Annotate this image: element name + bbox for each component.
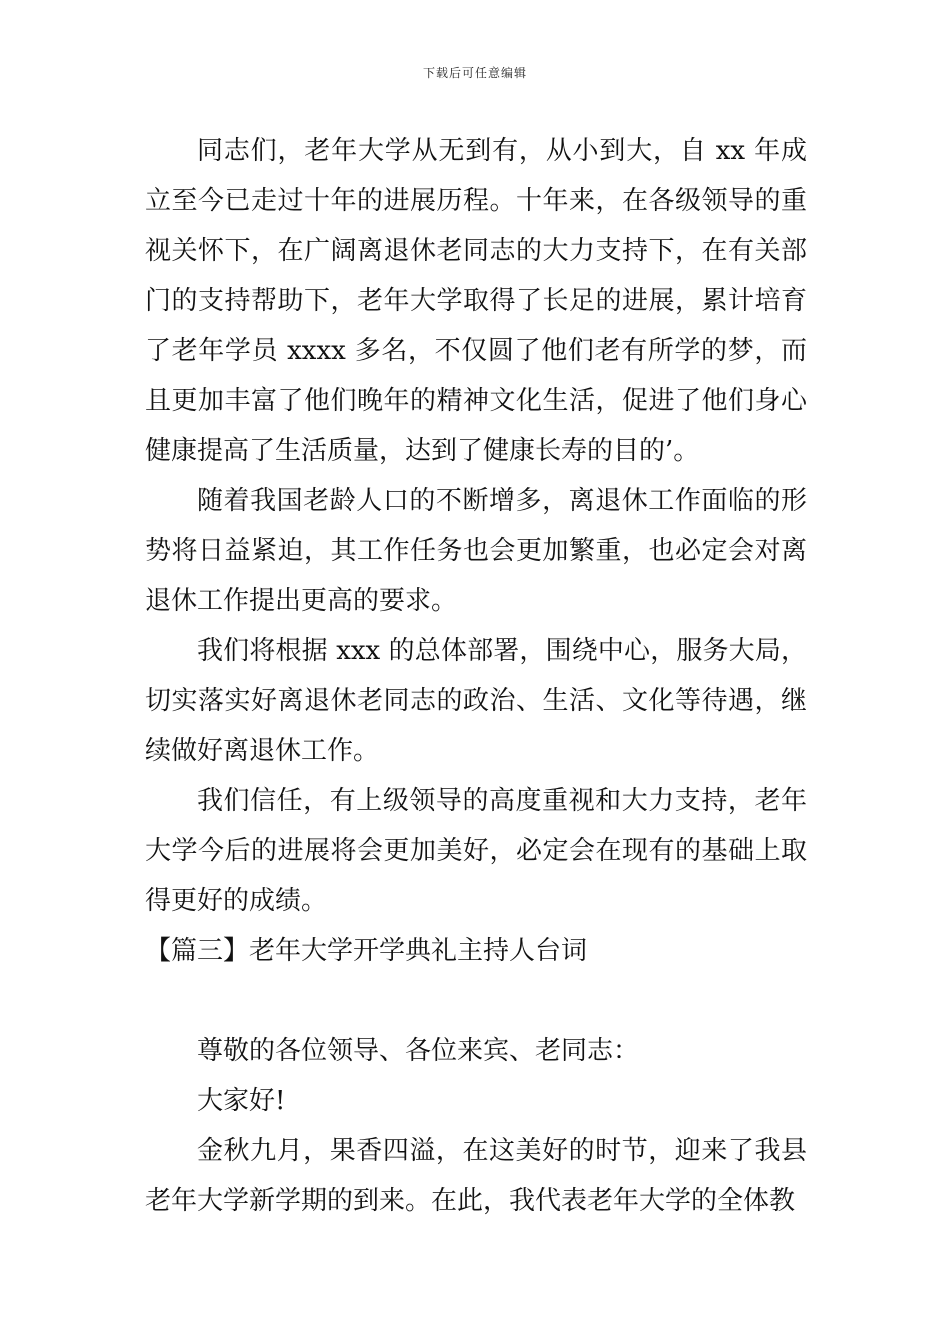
paragraph-7: 金秋九月，果香四溢，在这美好的时节，迎来了我县老年大学新学期的到来。在此，我代表老年大学的全体教 — [145, 1136, 807, 1216]
paragraph-2: 随着我国老龄人口的不断增多，离退休工作面临的形势将日益紧迫，其工作任务也会更加繁重，也必定会对离退休工作提出更高的要求。 — [145, 486, 807, 616]
blank-line — [145, 976, 807, 1026]
document-body — [145, 126, 807, 1226]
paragraph-1: 同志们，老年大学从无到有，从小到大，自 xx 年成立至今已走过十年的进展历程。十年来，在各级领导的重视关怀下，在广阔离退休老同志的大力支持下，在有关部门的支持帮助下，老年大学取得了长足的进展，累计培育了老年学员 xxxx 多名，不仅圆了他们老有所学的梦，而且更加丰富了他们晚年的精神文化生活，促进了他们身心健康提高了生活质量，达到了健康长寿的目的’。 — [145, 136, 807, 466]
paragraph-4: 我们信任，有上级领导的高度重视和大力支持，老年大学今后的进展将会更加美好，必定会在现有的基础上取得更好的成绩。 — [145, 786, 807, 916]
greeting-hello: 大家好! — [197, 1086, 286, 1116]
paragraph-3: 我们将根据 xxx 的总体部署，围绕中心，服务大局，切实落实好离退休老同志的政治、生活、文化等待遇，继续做好离退休工作。 — [145, 636, 807, 766]
page-header: 下载后可任意编辑 — [422, 66, 527, 80]
section-title: 【篇三】老年大学开学典礼主持人台词 — [145, 936, 588, 966]
greeting-salutation: 尊敬的各位领导、各位来宾、老同志： — [197, 1036, 640, 1066]
